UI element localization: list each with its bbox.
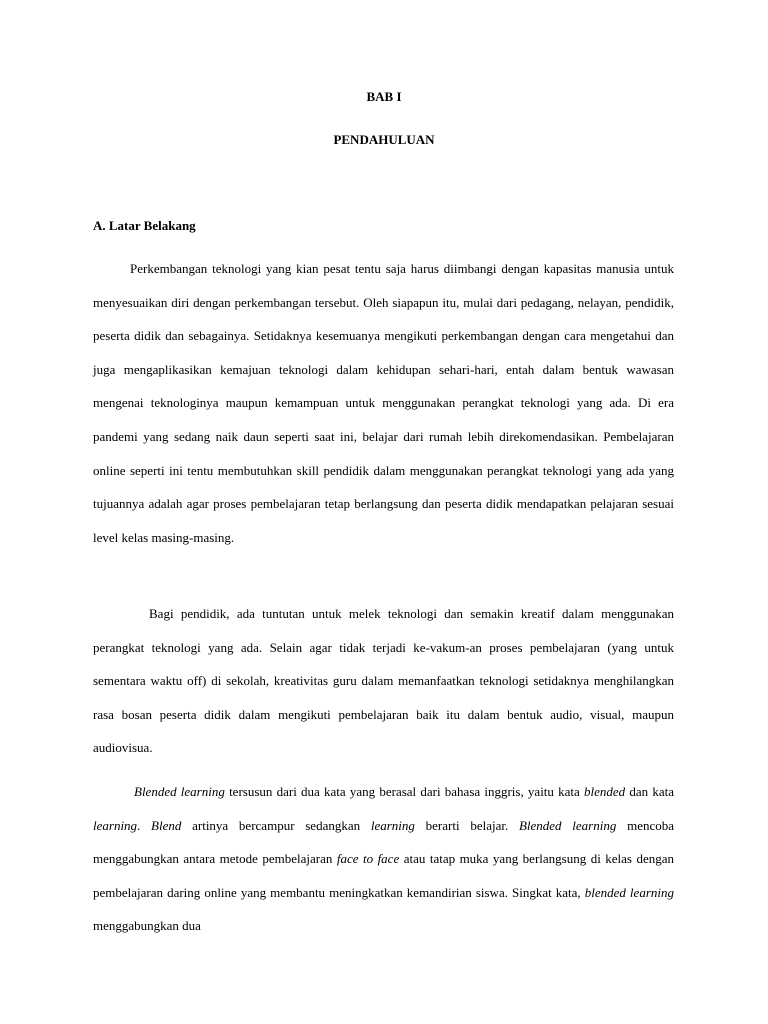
italic-term: blended bbox=[584, 784, 626, 799]
italic-term: Blended learning bbox=[518, 817, 617, 833]
chapter-title: PENDAHULUAN bbox=[333, 132, 435, 147]
italic-term: Blend bbox=[151, 817, 182, 833]
paragraph-text: tersusun dari dua kata yang berasal dari bahasa inggris, yaitu kata bbox=[224, 784, 584, 799]
paragraph-text: Bagi pendidik, ada tuntutan untuk melek teknologi dan semakin kreatif dalam menggunakan perangkat teknologi yang ada. Selain agar tidak terjadi ke-vakum-an proses pembelajaran (yang untuk sementara waktu off) di sekolah, kreativitas guru dalam memanfaatkan teknologi setidaknya menghilangkan rasa bosan peserta didik dalam mengikuti pembelajaran baik itu dalam bentuk audio, visual, maupun audiovisua. bbox=[93, 606, 674, 756]
italic-term: Blended learning bbox=[134, 784, 225, 799]
italic-term: learning bbox=[370, 817, 415, 833]
italic-term: face to face bbox=[336, 851, 400, 867]
paragraph-text: menggabungkan dua bbox=[93, 918, 201, 934]
paragraph-text: atau tatap muka yang berlangsung di kelas dengan pembelajaran daring online yang membantu meningkatkan kemandirian siswa. Singkat kata, bbox=[93, 851, 674, 900]
paragraph-text: Perkembangan teknologi yang kian pesat tentu saja harus diimbangi dengan kapasitas manusia untuk menyesuaikan diri dengan perkembangan tersebut. Oleh siapapun itu, mulai dari pedagang, nelayan, pendidik, peserta didik dan sebagainya. Setidaknya kesemuanya mengikuti perkembangan dengan cara mengetahui dan juga mengaplikasikan kemajuan teknologi dalam kehidupan sehari-hari, entah dalam bentuk wawasan mengenai teknologinya maupun kemampuan untuk menggunakan perangkat teknologi yang ada. Di era pandemi yang sedang naik daun seperti saat ini, belajar dari rumah lebih direkomendasikan. Pembelajaran online seperti ini tentu membutuhkan skill pendidik dalam menggunakan perangkat teknologi yang ada yang tujuannya adalah agar proses pembelajaran tetap berlangsung dan peserta didik mendapatkan pelajaran sesuai level kelas masing-masing. bbox=[93, 261, 674, 545]
italic-term: blended learning bbox=[584, 884, 674, 900]
italic-term: learning bbox=[93, 817, 138, 833]
paragraph-text: . bbox=[137, 817, 152, 833]
paragraph-text: berarti belajar. bbox=[414, 817, 519, 833]
paragraph-2 bbox=[93, 597, 674, 765]
paragraph-text: artinya bercampur sedangkan bbox=[181, 817, 371, 833]
paragraph-text: dan kata bbox=[625, 784, 674, 799]
paragraph-3 bbox=[93, 775, 674, 943]
section-title: A. Latar Belakang bbox=[93, 218, 196, 233]
paragraph-1 bbox=[93, 252, 674, 554]
paragraph-text: mencoba menggabungkan antara metode pembelajaran bbox=[93, 817, 674, 867]
chapter-number: BAB I bbox=[366, 89, 402, 104]
